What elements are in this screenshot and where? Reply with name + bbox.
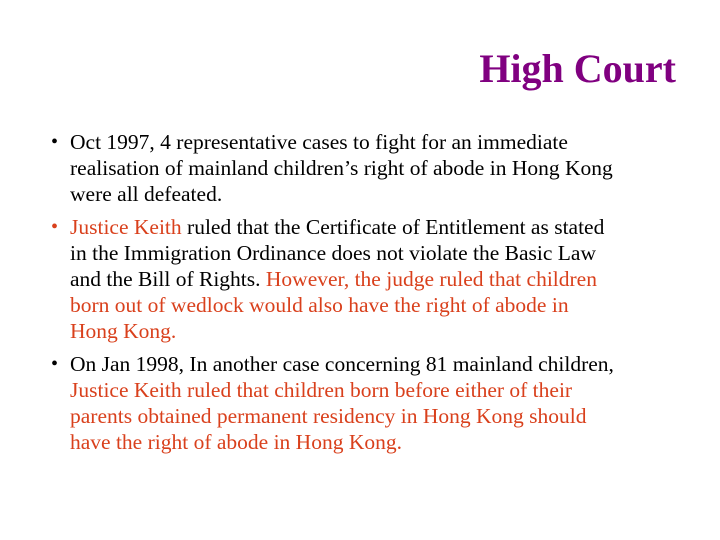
bullet-item	[0, 351, 720, 455]
bullet-line	[0, 351, 720, 377]
highlighted-text: born out of wedlock would also have the right of abode in	[70, 293, 569, 317]
bullet-dot-icon: •	[51, 216, 59, 238]
bullet-line	[0, 318, 720, 344]
bullet-line	[0, 181, 720, 207]
body-text: ruled that the Certificate of Entitlement as stated	[181, 215, 605, 239]
bullet-list	[0, 129, 720, 462]
bullet-line	[0, 403, 720, 429]
highlighted-text: Hong Kong.	[70, 319, 177, 343]
bullet-line	[0, 429, 720, 455]
highlighted-text: However, the judge ruled that children	[265, 267, 597, 291]
bullet-line	[0, 292, 720, 318]
highlighted-text: Justice Keith	[70, 215, 182, 239]
body-text: and the Bill of Rights.	[70, 267, 266, 291]
highlighted-text: have the right of abode in Hong Kong.	[70, 430, 402, 454]
bullet-line	[0, 377, 720, 403]
bullet-line	[0, 214, 720, 240]
highlighted-text: Justice Keith ruled that children born before either of their	[70, 378, 573, 402]
bullet-dot-icon: •	[51, 131, 59, 153]
body-text: were all defeated.	[70, 182, 223, 206]
body-text: On Jan 1998, In another case concerning 81 mainland children,	[70, 352, 614, 376]
body-text: in the Immigration Ordinance does not violate the Basic Law	[70, 241, 597, 265]
body-text: realisation of mainland children’s right of abode in Hong Kong	[70, 156, 613, 180]
bullet-item	[0, 129, 720, 207]
highlighted-text: parents obtained permanent residency in Hong Kong should	[70, 404, 587, 428]
bullet-line	[0, 129, 720, 155]
bullet-line	[0, 266, 720, 292]
body-text: Oct 1997, 4 representative cases to fight for an immediate	[70, 130, 568, 154]
slide-title: High Court	[479, 46, 676, 91]
bullet-item	[0, 214, 720, 344]
bullet-line	[0, 155, 720, 181]
bullet-line	[0, 240, 720, 266]
bullet-dot-icon: •	[51, 353, 59, 375]
